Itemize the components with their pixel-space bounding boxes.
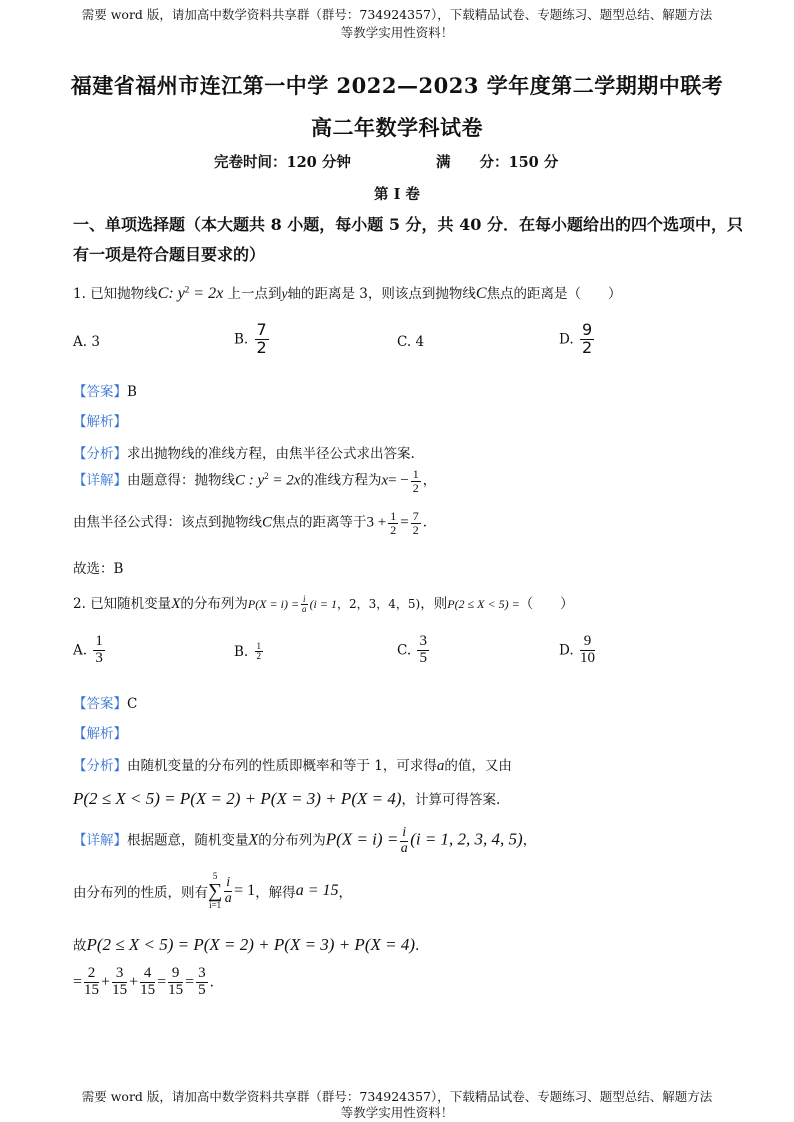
question-1-detail-line1 — [73, 468, 436, 494]
section-heading-line2: 有一项是符合题目要求的） — [73, 245, 266, 264]
question-1-option-a — [73, 334, 100, 350]
question-2-fenxi-line2 — [73, 788, 500, 809]
denominator: a — [400, 840, 408, 856]
fenxi-text-c: ，计算可得答案. — [401, 792, 501, 808]
detail-sup: 2 — [264, 471, 269, 482]
exam-volume: 第 I 卷 — [374, 186, 420, 203]
question-1-analysis-tag: 【解析】 — [73, 414, 127, 430]
exam-subtitle: 高二年数学科试卷 — [311, 115, 483, 140]
gu-equation: P(2 ≤ X < 5) = P(X = 2) + P(X = 3) + P(X = 4) — [86, 935, 415, 954]
detail-comma: ， — [522, 832, 537, 849]
question-2-option-d — [559, 634, 597, 667]
question-2-pdef: P(X = i) = — [247, 597, 300, 611]
detail-c: C — [262, 514, 273, 531]
fraction — [93, 634, 105, 667]
fenxi-equation: P(2 ≤ X < 5) = P(X = 2) + P(X = 3) + P(X = 4) — [73, 789, 402, 808]
detail-text: 由题意得：抛物线 — [127, 472, 235, 489]
footer-banner-line1: 需要 word 版，请加高中数学资料共享群（群号：734924357），下载精品试卷、专题练习、题型总结、解题方法 — [81, 1089, 713, 1104]
denominator: 10 — [579, 649, 595, 666]
denominator: 15 — [84, 981, 100, 998]
detail-text-b: 焦点的距离等于 — [272, 514, 367, 531]
detail-eq: C : y — [235, 472, 265, 489]
fraction — [301, 595, 308, 615]
question-2-gu-line — [73, 934, 419, 955]
question-2-option-a — [73, 634, 107, 667]
fraction — [411, 468, 421, 494]
detail-text: 由焦半径公式得：该点到抛物线 — [73, 514, 262, 531]
numerator: 2 — [84, 966, 99, 983]
numerator: 1 — [95, 633, 103, 649]
exam-score: 满 分：150 分 — [436, 154, 559, 171]
denominator: 2 — [412, 480, 419, 495]
detail-p: P(X = i) = — [325, 829, 399, 849]
option-label: D. — [559, 331, 574, 348]
numerator: 9 — [581, 320, 593, 339]
fraction — [140, 966, 155, 999]
detail-x: x — [381, 472, 389, 489]
numerator: 4 — [140, 966, 155, 983]
question-1-answer — [73, 380, 137, 400]
option-label: B. — [234, 643, 249, 660]
question-1-option-c — [397, 334, 424, 350]
question-2-pq: P(2 ≤ X < 5) = — [447, 597, 520, 611]
option-label: C. — [397, 334, 412, 350]
question-1-final: 故选：B — [73, 561, 124, 577]
numerator: 7 — [412, 509, 419, 523]
sum-eq: = 1 — [234, 882, 256, 899]
numerator: 1 — [256, 641, 262, 651]
fraction — [417, 634, 429, 667]
question-2-sum-line — [73, 872, 352, 910]
sum-result: a = 15 — [295, 882, 339, 899]
sum-bottom: i=1 — [209, 900, 222, 910]
denominator: 2 — [256, 337, 267, 357]
answer-value: C — [127, 696, 138, 712]
denominator: a — [302, 604, 307, 614]
question-2-calc-line — [73, 966, 214, 999]
fenxi-text: 求出抛物线的准线方程，由焦半径公式求出答案. — [127, 446, 415, 462]
question-1-c: C — [475, 285, 487, 302]
fraction — [112, 966, 127, 999]
numerator: i — [226, 874, 231, 890]
question-1-fenxi — [73, 442, 415, 462]
question-1-option-d — [559, 322, 596, 357]
numerator: i — [303, 593, 306, 604]
fraction — [168, 966, 183, 999]
sum-comma: ， — [338, 885, 352, 901]
numerator: 9 — [168, 966, 183, 983]
denominator: 2 — [412, 522, 419, 537]
calc-eq: = — [185, 973, 195, 991]
exam-title: 福建省福州市连江第一中学 2022—2023 学年度第二学期期中联考 — [70, 73, 724, 98]
numerator: 3 — [419, 633, 427, 649]
denominator: 15 — [140, 981, 156, 998]
sum-text: 由分布列的性质，则有 — [73, 885, 208, 901]
detail-cond: (i = 1, 2, 3, 4, 5) — [410, 829, 523, 849]
detail-three: 3 + — [366, 514, 387, 531]
fenxi-text-b: 的值，又由 — [444, 758, 512, 774]
question-1-eq-c: C — [157, 285, 169, 302]
option-label: D. — [559, 642, 574, 659]
question-2-x: X — [171, 596, 181, 612]
sum-top: 5 — [212, 871, 218, 881]
exam-time: 完卷时间：120 分钟 — [214, 154, 351, 171]
fraction — [400, 826, 408, 856]
question-2-answer — [73, 692, 137, 712]
fraction — [224, 876, 232, 906]
question-2-text-c: ，则 — [420, 596, 448, 612]
question-2-analysis-tag: 【解析】 — [73, 726, 127, 742]
calc-end: . — [209, 974, 214, 991]
question-2-number: 2. — [73, 596, 86, 612]
question-1-eq-sup: 2 — [184, 284, 190, 295]
fraction — [255, 322, 269, 357]
xiangjie-tag: 【详解】 — [73, 472, 127, 489]
question-2-stem — [73, 592, 574, 614]
fenxi-tag: 【分析】 — [73, 446, 127, 462]
question-1-stem — [73, 282, 622, 303]
fraction — [388, 510, 398, 536]
fenxi-tag: 【分析】 — [73, 758, 127, 774]
fraction — [411, 510, 421, 536]
sum-text-b: ，解得 — [255, 885, 296, 901]
detail-x: X — [248, 831, 259, 849]
fraction — [580, 634, 595, 667]
question-2-option-b — [234, 642, 265, 662]
denominator: 2 — [256, 651, 262, 662]
sum-symbol — [208, 872, 222, 910]
gu-end: . — [415, 938, 420, 954]
denominator: a — [224, 890, 232, 906]
numerator: 9 — [580, 634, 595, 651]
question-1-detail-line2 — [73, 510, 427, 536]
answer-tag: 【答案】 — [73, 696, 127, 712]
numerator: 3 — [112, 966, 127, 983]
numerator: 1 — [390, 509, 397, 523]
option-value: 3 — [91, 334, 100, 350]
question-1-text-d: 焦点的距离是（ ） — [486, 286, 622, 302]
numerator: 3 — [198, 965, 206, 981]
detail-eqsign: = − — [388, 472, 409, 489]
question-1-eq-tail: = 2x — [189, 285, 224, 302]
option-label: A. — [73, 642, 88, 659]
question-2-paren: （ ） — [519, 596, 574, 612]
fraction — [196, 966, 208, 999]
calc-eq: = — [73, 973, 83, 991]
answer-tag: 【答案】 — [73, 384, 127, 400]
xiangjie-tag: 【详解】 — [73, 832, 127, 849]
footer-banner-line2: 等教学实用性资料！ — [340, 1105, 454, 1120]
fenxi-var: a — [436, 758, 445, 774]
question-2-fenxi-line1 — [73, 754, 512, 775]
question-2-text-a: 已知随机变量 — [90, 596, 172, 612]
section-heading-line1: 一、单项选择题（本大题共 8 小题，每小题 5 分，共 40 分．在每小题给出的四个选项中，只 — [73, 215, 743, 234]
denominator: 15 — [112, 981, 128, 998]
detail-eq2: = 2x — [268, 472, 301, 489]
detail-end: . — [422, 514, 427, 531]
question-1-text-c: 轴的距离是 3，则该点到抛物线 — [287, 286, 476, 302]
plus-sign: + — [129, 973, 139, 991]
sigma-glyph: ∑ — [208, 880, 223, 902]
numerator: i — [402, 825, 407, 840]
detail-text-b: 的准线方程为 — [300, 472, 382, 489]
denominator: 2 — [390, 522, 397, 537]
question-1-option-b — [234, 322, 271, 357]
option-label: A. — [73, 334, 88, 350]
numerator: 7 — [256, 320, 267, 339]
fraction — [84, 966, 99, 999]
question-2-option-c — [397, 634, 431, 667]
fraction — [255, 642, 264, 662]
header-banner-line1: 需要 word 版，请加高中数学资料共享群（群号：734924357），下载精品试卷、专题练习、题型总结、解题方法 — [81, 7, 713, 22]
question-1-text-a: 已知抛物线 — [90, 286, 158, 302]
detail-comma: ， — [422, 472, 437, 489]
plus-sign: + — [101, 973, 111, 991]
denominator: 5 — [198, 981, 206, 998]
question-2-pcond-rest: ，2，3，4，5) — [337, 597, 421, 611]
fraction — [580, 322, 594, 357]
numerator: 1 — [412, 467, 419, 481]
fenxi-text: 由随机变量的分布列的性质即概率和等于 1，可求得 — [127, 758, 437, 774]
question-2-text-b: 的分布列为 — [180, 596, 248, 612]
option-value: 4 — [415, 334, 425, 350]
detail-eqsign: = — [400, 514, 409, 531]
detail-text: 根据题意，随机变量 — [127, 832, 249, 849]
question-1-number: 1. — [73, 286, 86, 302]
option-label: C. — [397, 642, 412, 659]
question-2-detail-line1 — [73, 826, 536, 856]
denominator: 15 — [168, 981, 184, 998]
denominator: 3 — [95, 649, 103, 666]
question-2-pcond: (i = 1 — [309, 597, 337, 611]
denominator: 2 — [581, 337, 593, 357]
detail-text-b: 的分布列为 — [258, 832, 326, 849]
question-1-text-b: 上一点到 — [227, 286, 282, 302]
option-label: B. — [234, 331, 249, 348]
question-1-y: y — [281, 286, 288, 301]
denominator: 5 — [419, 649, 427, 666]
gu-text: 故 — [73, 938, 87, 954]
header-banner-line2: 等教学实用性资料！ — [340, 25, 454, 40]
calc-eq: = — [157, 973, 167, 991]
question-1-eq-y: : y — [168, 285, 185, 302]
answer-value: B — [127, 384, 137, 400]
